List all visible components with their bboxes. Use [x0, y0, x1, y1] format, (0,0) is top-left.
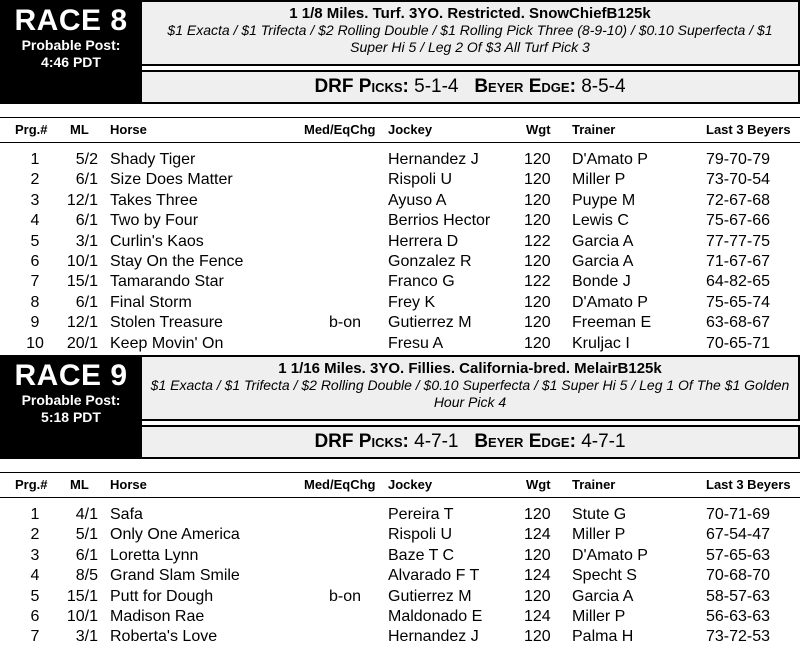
race-wagers: $1 Exacta / $1 Trifecta / $2 Rolling Double / $0.10 Superfecta / $1 Super Hi 5 / Leg 1 Of The $1 Golden Hour Pick 4	[150, 377, 790, 410]
cell-ml: 6/1	[75, 293, 98, 311]
picks-box	[142, 425, 800, 459]
table-row	[0, 293, 800, 313]
cell-wgt: 120	[524, 628, 551, 646]
cell-ml: 6/1	[75, 212, 98, 230]
cell-prg: 7	[30, 628, 40, 646]
cell-trainer: Stute G	[572, 506, 627, 523]
race-title-block	[0, 355, 142, 459]
cell-beyers: 77-77-75	[706, 232, 771, 250]
cell-prg: 9	[30, 314, 40, 332]
col-wgt: Wgt	[526, 477, 551, 492]
cell-beyers: 71-67-67	[706, 252, 771, 270]
race-wagers: $1 Exacta / $1 Trifecta / $2 Rolling Double / $1 Rolling Pick Three (8-9-10) / $0.10 Superfecta / $1 Super Hi 5 / Leg 2 Of $3 All Turf Pick 3	[167, 22, 773, 55]
col-prg: Prg.#	[15, 122, 48, 137]
table-row	[0, 170, 800, 190]
cell-ml: 10/1	[66, 607, 98, 625]
entries-table	[0, 150, 800, 354]
table-row	[0, 587, 800, 607]
cell-prg: 7	[30, 273, 40, 291]
cell-wgt: 120	[524, 212, 551, 230]
cell-wgt: 120	[524, 191, 551, 209]
beyer-edge-label: Beyer Edge:	[474, 431, 576, 452]
cell-jockey: Herrera D	[388, 232, 459, 250]
cell-beyers: 57-65-63	[706, 546, 771, 564]
table-row	[0, 546, 800, 566]
cell-trainer: Garcia A	[572, 252, 634, 270]
cell-horse: Putt for Dough	[110, 587, 214, 605]
post-label: Probable Post:	[21, 37, 121, 53]
cell-prg: 10	[26, 334, 44, 352]
cell-beyers: 73-72-53	[706, 628, 771, 646]
cell-wgt: 124	[524, 607, 551, 625]
cell-med: b-on	[328, 587, 362, 605]
cell-trainer: Palma H	[572, 628, 634, 646]
cell-horse: Size Does Matter	[110, 171, 233, 189]
cell-prg: 5	[30, 232, 40, 250]
cell-wgt: 120	[524, 506, 551, 523]
cell-beyers: 56-63-63	[706, 607, 771, 625]
cell-ml: 5/2	[75, 151, 98, 168]
cell-ml: 15/1	[66, 587, 98, 605]
cell-horse: Stolen Treasure	[110, 314, 223, 332]
cell-wgt: 124	[524, 526, 551, 544]
cell-horse: Madison Rae	[110, 607, 205, 625]
cell-beyers: 75-67-66	[706, 212, 771, 230]
table-row	[0, 191, 800, 211]
cell-jockey: Baze T C	[388, 546, 455, 564]
cell-trainer: Garcia A	[572, 232, 634, 250]
race-9-section	[0, 355, 800, 646]
cell-wgt: 120	[524, 546, 551, 564]
cell-jockey: Fresu A	[388, 334, 444, 352]
race-info-box	[142, 0, 800, 66]
drf-picks-value: 5-1-4	[414, 76, 459, 97]
race-title: RACE 9	[14, 359, 128, 392]
cell-wgt: 120	[524, 252, 551, 270]
cell-prg: 4	[30, 212, 40, 230]
cell-jockey: Ayuso A	[388, 191, 447, 209]
cell-horse: Keep Movin' On	[110, 334, 224, 352]
cell-med: b-on	[328, 314, 362, 332]
table-row	[0, 313, 800, 333]
post-time: 4:46 PDT	[41, 54, 101, 70]
post-label: Probable Post:	[21, 392, 121, 408]
cell-prg: 2	[30, 526, 40, 544]
col-beyers: Last 3 Beyers	[706, 122, 791, 137]
beyer-edge-label: Beyer Edge:	[474, 76, 576, 97]
cell-prg: 3	[30, 191, 40, 209]
table-row	[0, 272, 800, 292]
cell-ml: 12/1	[66, 191, 98, 209]
cell-wgt: 122	[524, 232, 551, 250]
cell-trainer: Bonde J	[572, 273, 631, 291]
cell-beyers: 70-65-71	[706, 334, 771, 352]
cell-wgt: 122	[524, 273, 551, 291]
drf-picks-label: DRF Picks:	[314, 431, 409, 452]
col-beyers: Last 3 Beyers	[706, 477, 791, 492]
cell-trainer: Garcia A	[572, 587, 634, 605]
cell-beyers: 72-67-68	[706, 191, 771, 209]
cell-ml: 8/5	[75, 567, 98, 585]
cell-trainer: Specht S	[572, 567, 637, 585]
cell-ml: 3/1	[75, 628, 98, 646]
cell-trainer: Miller P	[572, 171, 626, 189]
cell-trainer: Miller P	[572, 526, 626, 544]
col-jockey: Jockey	[388, 122, 433, 137]
cell-wgt: 120	[524, 587, 551, 605]
cell-beyers: 58-57-63	[706, 587, 771, 605]
cell-jockey: Gonzalez R	[388, 252, 472, 270]
cell-horse: Final Storm	[110, 293, 192, 311]
race-title-block	[0, 0, 142, 104]
cell-ml: 6/1	[75, 546, 98, 564]
cell-wgt: 120	[524, 171, 551, 189]
cell-horse: Stay On the Fence	[110, 252, 244, 270]
cell-wgt: 120	[524, 293, 551, 311]
cell-jockey: Gutierrez M	[388, 314, 472, 332]
cell-jockey: Berrios Hector	[388, 212, 491, 230]
cell-horse: Loretta Lynn	[110, 546, 199, 564]
cell-prg: 1	[30, 506, 40, 523]
cell-trainer: Miller P	[572, 607, 626, 625]
cell-jockey: Hernandez J	[388, 628, 479, 646]
col-med: Med/EqChg	[304, 477, 376, 492]
cell-ml: 20/1	[66, 334, 98, 352]
table-row	[0, 505, 800, 525]
cell-horse: Safa	[110, 506, 143, 523]
col-trainer: Trainer	[572, 477, 616, 492]
column-header-row	[0, 117, 800, 143]
cell-prg: 4	[30, 567, 40, 585]
cell-horse: Curlin's Kaos	[110, 232, 204, 250]
cell-prg: 6	[30, 607, 40, 625]
col-wgt: Wgt	[526, 122, 551, 137]
cell-jockey: Hernandez J	[388, 151, 479, 168]
beyer-edge-value: 8-5-4	[581, 76, 626, 97]
cell-wgt: 120	[524, 314, 551, 332]
col-jockey: Jockey	[388, 477, 433, 492]
cell-ml: 3/1	[75, 232, 98, 250]
cell-beyers: 75-65-74	[706, 293, 771, 311]
cell-trainer: Puype M	[572, 191, 636, 209]
cell-horse: Tamarando Star	[110, 273, 224, 291]
cell-prg: 6	[30, 252, 40, 270]
col-ml: ML	[70, 122, 89, 137]
race-header	[0, 0, 800, 104]
table-row	[0, 566, 800, 586]
cell-jockey: Pereira T	[388, 506, 454, 523]
cell-horse: Only One America	[110, 526, 240, 544]
cell-jockey: Rispoli U	[388, 526, 453, 544]
beyer-edge-value: 4-7-1	[581, 431, 626, 452]
cell-prg: 8	[30, 293, 40, 311]
table-row	[0, 334, 800, 354]
cell-trainer: Lewis C	[572, 212, 629, 230]
table-row	[0, 607, 800, 627]
entries-table	[0, 505, 800, 648]
cell-wgt: 124	[524, 567, 551, 585]
cell-beyers: 70-71-69	[706, 506, 771, 523]
cell-horse: Roberta's Love	[110, 628, 218, 646]
race-description: 1 1/16 Miles. 3YO. Fillies. California-bred. MelairB125k	[278, 360, 662, 377]
cell-beyers: 67-54-47	[706, 526, 771, 544]
table-row	[0, 627, 800, 647]
cell-jockey: Maldonado E	[388, 607, 483, 625]
race-info-box	[142, 355, 800, 421]
col-horse: Horse	[110, 477, 147, 492]
col-trainer: Trainer	[572, 122, 616, 137]
cell-wgt: 120	[524, 334, 551, 352]
race-header	[0, 355, 800, 459]
cell-prg: 1	[30, 151, 40, 168]
column-header-row	[0, 472, 800, 498]
table-row	[0, 252, 800, 272]
cell-prg: 5	[30, 587, 40, 605]
drf-picks-value: 4-7-1	[414, 431, 459, 452]
cell-jockey: Franco G	[388, 273, 455, 291]
cell-horse: Takes Three	[110, 191, 198, 209]
race-description: 1 1/8 Miles. Turf. 3YO. Restricted. SnowChiefB125k	[289, 5, 651, 22]
post-time: 5:18 PDT	[41, 409, 101, 425]
col-prg: Prg.#	[15, 477, 48, 492]
picks-box	[142, 70, 800, 104]
cell-ml: 6/1	[75, 171, 98, 189]
cell-trainer: D'Amato P	[572, 293, 648, 311]
cell-prg: 3	[30, 546, 40, 564]
cell-jockey: Gutierrez M	[388, 587, 472, 605]
race-title: RACE 8	[14, 4, 128, 37]
cell-wgt: 120	[524, 151, 551, 168]
table-row	[0, 150, 800, 170]
cell-horse: Two by Four	[110, 212, 199, 230]
cell-ml: 5/1	[75, 526, 98, 544]
cell-beyers: 70-68-70	[706, 567, 771, 585]
cell-beyers: 63-68-67	[706, 314, 771, 332]
table-row	[0, 211, 800, 231]
cell-prg: 2	[30, 171, 40, 189]
cell-horse: Grand Slam Smile	[110, 567, 240, 585]
cell-horse: Shady Tiger	[110, 151, 196, 168]
drf-picks-label: DRF Picks:	[314, 76, 409, 97]
cell-trainer: Kruljac I	[572, 334, 630, 352]
cell-jockey: Rispoli U	[388, 171, 453, 189]
cell-trainer: Freeman E	[572, 314, 652, 332]
cell-ml: 12/1	[66, 314, 98, 332]
cell-ml: 4/1	[75, 506, 98, 523]
cell-trainer: D'Amato P	[572, 151, 648, 168]
cell-beyers: 79-70-79	[706, 151, 771, 168]
cell-trainer: D'Amato P	[572, 546, 648, 564]
cell-jockey: Alvarado F T	[388, 567, 480, 585]
cell-jockey: Frey K	[388, 293, 436, 311]
cell-beyers: 64-82-65	[706, 273, 771, 291]
cell-ml: 15/1	[66, 273, 98, 291]
table-row	[0, 525, 800, 545]
col-ml: ML	[70, 477, 89, 492]
table-row	[0, 232, 800, 252]
col-med: Med/EqChg	[304, 122, 376, 137]
cell-ml: 10/1	[66, 252, 98, 270]
cell-beyers: 73-70-54	[706, 171, 771, 189]
col-horse: Horse	[110, 122, 147, 137]
